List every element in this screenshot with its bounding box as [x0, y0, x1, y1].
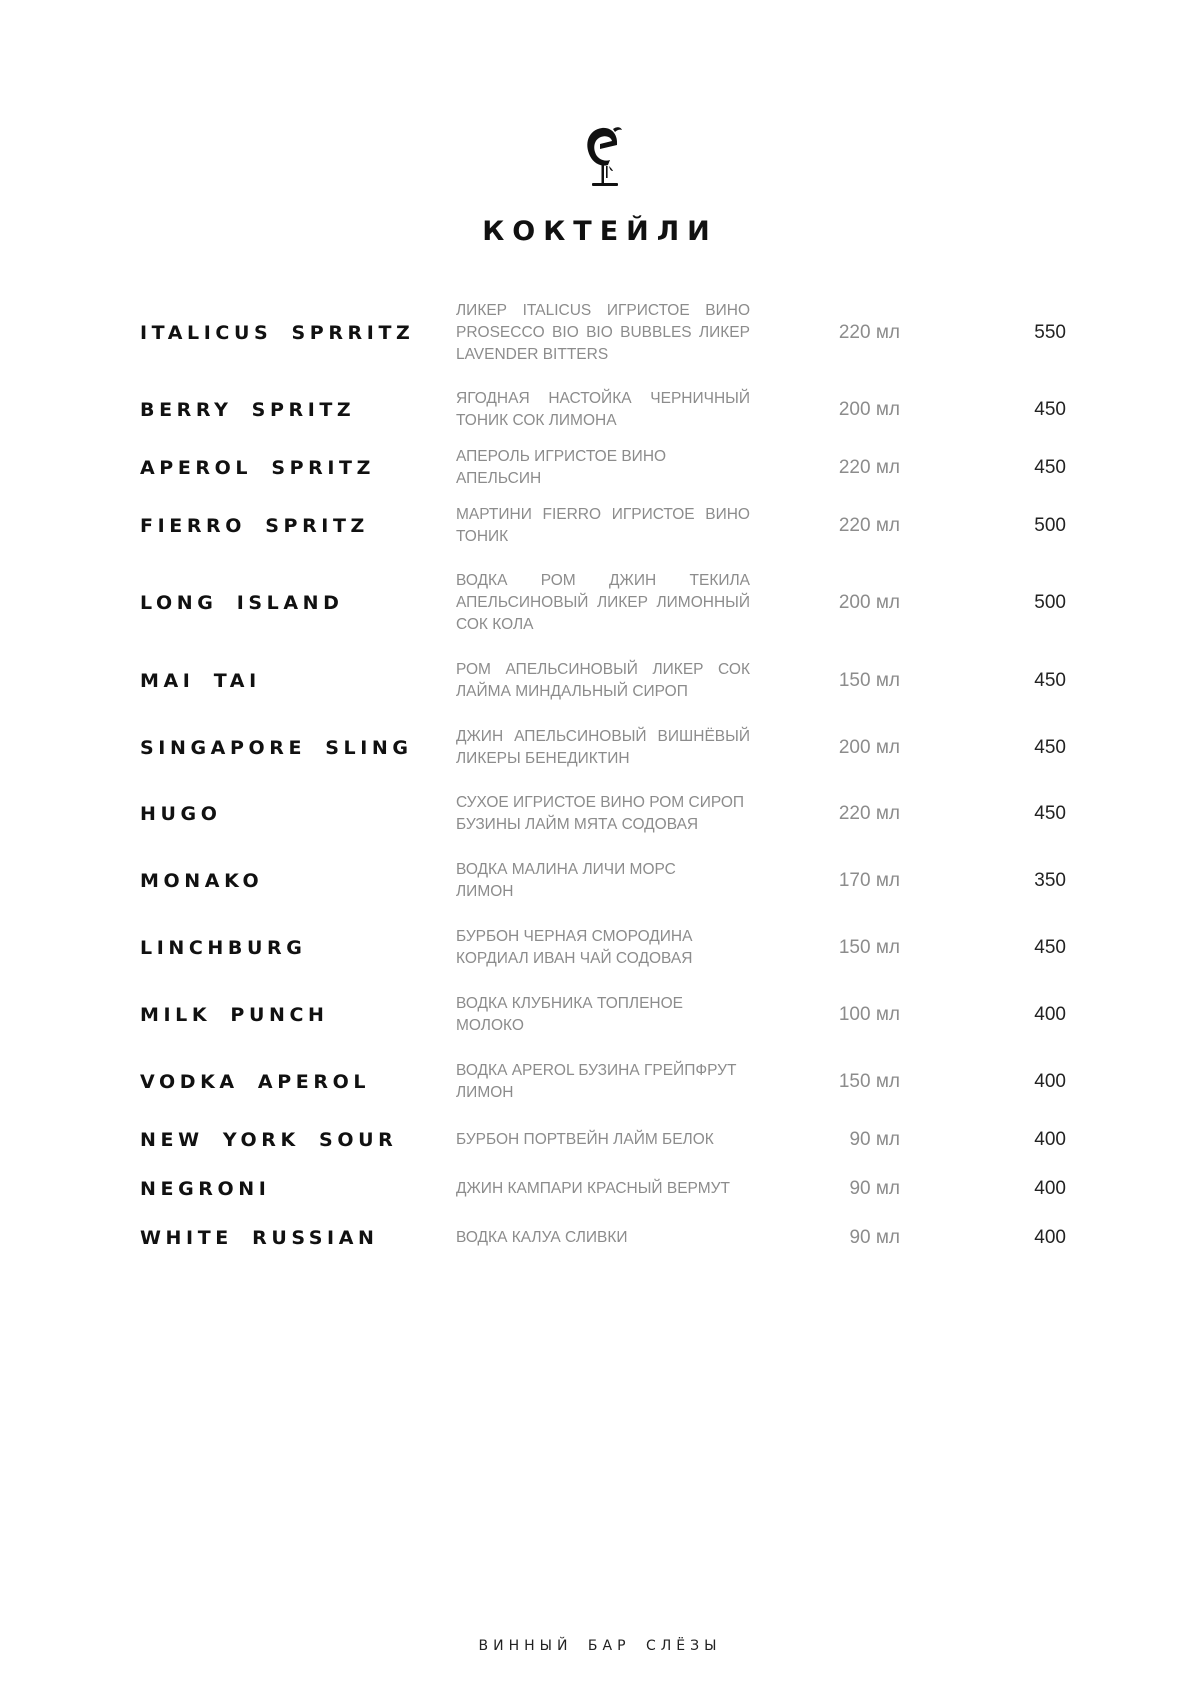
cocktail-volume: 90 мл	[849, 1227, 900, 1248]
cocktail-description: ВОДКА РОМ ДЖИН ТЕКИЛА АПЕЛЬСИНОВЫЙ ЛИКЕР ЛИМОННЫЙ СОК КОЛА	[456, 572, 750, 633]
cocktail-price: 450	[1034, 399, 1066, 420]
cocktail-volume: 100 мл	[838, 1004, 900, 1025]
cocktail-price: 550	[1034, 322, 1066, 343]
cocktail-volume: 170 мл	[838, 870, 900, 891]
cocktail-description: МАРТИНИ FIERRO ИГРИСТОЕ ВИНО ТОНИК	[456, 506, 750, 545]
cocktail-volume: 90 мл	[849, 1129, 900, 1150]
cocktail-name: ITALICUS SPRRITZ	[140, 322, 415, 344]
cocktail-volume: 220 мл	[838, 803, 900, 824]
cocktail-description: БУРБОН ЧЕРНАЯ СМОРОДИНА КОРДИАЛ ИВАН ЧАЙ СОДОВАЯ	[456, 928, 693, 967]
cocktail-price: 400	[1034, 1227, 1066, 1248]
cocktail-description: ВОДКА МАЛИНА ЛИЧИ МОРС ЛИМОН	[456, 861, 676, 900]
cocktail-price: 400	[1034, 1004, 1066, 1025]
cocktail-description: ЛИКЕР ITALICUS ИГРИСТОЕ ВИНО PROSECCO BIO BIO BUBBLES ЛИКЕР LAVENDER BITTERS	[456, 302, 750, 363]
cocktail-volume: 150 мл	[838, 937, 900, 958]
cocktail-name: HUGO	[140, 803, 222, 825]
cocktail-name: WHITE RUSSIAN	[140, 1227, 379, 1249]
cocktail-description: ВОДКА КАЛУА СЛИВКИ	[456, 1229, 628, 1246]
cocktail-price: 350	[1034, 870, 1066, 891]
cocktail-price: 500	[1034, 592, 1066, 613]
cocktail-price: 450	[1034, 457, 1066, 478]
cocktail-description: СУХОЕ ИГРИСТОЕ ВИНО РОМ СИРОП БУЗИНЫ ЛАЙМ МЯТА СОДОВАЯ	[456, 794, 745, 833]
cocktail-volume: 200 мл	[838, 737, 900, 758]
wine-glass-tear-logo-icon	[580, 122, 628, 192]
cocktail-description: ДЖИН КАМПАРИ КРАСНЫЙ ВЕРМУТ	[456, 1180, 730, 1197]
cocktail-description: ДЖИН АПЕЛЬСИНОВЫЙ ВИШНЁВЫЙ ЛИКЕРЫ БЕНЕДИКТИН	[456, 728, 750, 767]
cocktail-name: FIERRO SPRITZ	[140, 515, 369, 537]
cocktail-name: BERRY SPRITZ	[140, 399, 356, 421]
cocktail-name: MAI TAI	[140, 670, 261, 692]
cocktail-volume: 150 мл	[838, 1071, 900, 1092]
cocktail-price: 400	[1034, 1129, 1066, 1150]
cocktail-description: РОМ АПЕЛЬСИНОВЫЙ ЛИКЕР СОК ЛАЙМА МИНДАЛЬНЫЙ СИРОП	[456, 661, 750, 700]
cocktail-name: LONG ISLAND	[140, 592, 344, 614]
cocktail-description: ВОДКА APEROL БУЗИНА ГРЕЙПФРУТ ЛИМОН	[456, 1062, 737, 1101]
cocktail-price: 500	[1034, 515, 1066, 536]
cocktail-description: ВОДКА КЛУБНИКА ТОПЛЕНОЕ МОЛОКО	[456, 995, 684, 1034]
cocktail-price: 450	[1034, 670, 1066, 691]
cocktail-name: LINCHBURG	[140, 937, 307, 959]
cocktail-price: 400	[1034, 1178, 1066, 1199]
cocktail-description: АПЕРОЛЬ ИГРИСТОЕ ВИНО АПЕЛЬСИН	[456, 448, 667, 487]
cocktail-description: ЯГОДНАЯ НАСТОЙКА ЧЕРНИЧНЫЙ ТОНИК СОК ЛИМОНА	[456, 390, 750, 429]
cocktail-name: APEROL SPRITZ	[140, 457, 375, 479]
cocktail-name: MONAKO	[140, 870, 264, 892]
cocktail-price: 450	[1034, 937, 1066, 958]
cocktail-price: 450	[1034, 803, 1066, 824]
cocktail-volume: 220 мл	[838, 322, 900, 343]
page-title: КОКТЕЙЛИ	[482, 216, 718, 247]
cocktail-volume: 200 мл	[838, 592, 900, 613]
cocktail-volume: 90 мл	[849, 1178, 900, 1199]
cocktail-name: SINGAPORE SLING	[140, 737, 413, 759]
cocktail-name: NEGRONI	[140, 1178, 271, 1200]
cocktail-price: 450	[1034, 737, 1066, 758]
cocktail-volume: 200 мл	[838, 399, 900, 420]
cocktail-name: MILK PUNCH	[140, 1004, 329, 1026]
cocktail-name: VODKA APEROL	[140, 1071, 371, 1093]
cocktail-price: 400	[1034, 1071, 1066, 1092]
cocktail-description: БУРБОН ПОРТВЕЙН ЛАЙМ БЕЛОК	[456, 1131, 714, 1148]
cocktail-volume: 220 мл	[838, 457, 900, 478]
cocktail-name: NEW YORK SOUR	[140, 1129, 398, 1151]
cocktail-volume: 220 мл	[838, 515, 900, 536]
cocktail-volume: 150 мл	[838, 670, 900, 691]
footer-bar-name: ВИННЫЙ БАР СЛЁЗЫ	[478, 1638, 722, 1654]
